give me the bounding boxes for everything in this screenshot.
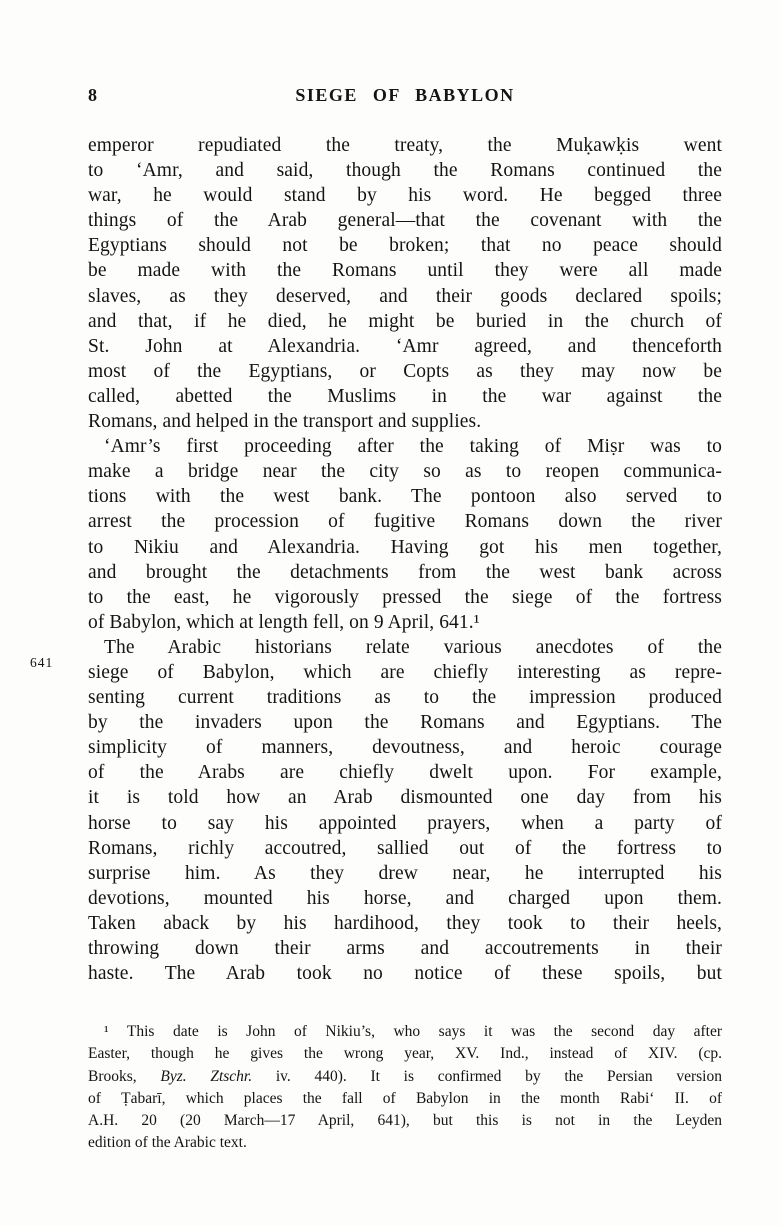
text-segment: most of the Egyptians, or Copts as they may now be [88, 360, 722, 382]
text-line [88, 133, 722, 158]
text-segment: and that, if he died, he might be buried in the church of [88, 310, 722, 332]
page-header [88, 85, 722, 109]
text-segment: simplicity of manners, devoutness, and heroic courage [88, 737, 722, 759]
text-segment: haste. The Arab took no notice of these spoils, but [88, 963, 722, 985]
text-line [88, 434, 722, 459]
citation-italic: Byz. Ztschr. [160, 1067, 253, 1085]
text-line [88, 811, 722, 836]
text-segment: Brooks, [88, 1067, 161, 1085]
footnote [88, 1021, 722, 1155]
text-line [88, 183, 722, 208]
text-line [88, 208, 722, 233]
text-segment: iv. 440). It is confirmed by the Persian version [252, 1067, 722, 1085]
text-segment: to ‘Amr, and said, though the Romans continued the [88, 160, 722, 182]
footnote-line [88, 1110, 722, 1132]
text-segment: ‘Amr’s first proceeding after the taking of Miṣr was to [104, 436, 722, 458]
text-line [88, 785, 722, 810]
text-line [88, 309, 722, 334]
text-line [88, 660, 722, 685]
text-segment: siege of Babylon, which are chiefly interesting as repre- [88, 661, 722, 683]
text-segment: to Nikiu and Alexandria. Having got his men together, [88, 536, 722, 558]
text-line [88, 886, 722, 911]
text-line [88, 836, 722, 861]
text-line [88, 409, 722, 434]
footnote-line [88, 1132, 722, 1154]
text-segment: throwing down their arms and accoutrements in their [88, 938, 722, 959]
text-line [88, 334, 722, 359]
text-line [88, 560, 722, 585]
text-segment: surprise him. As they drew near, he interrupted his [88, 862, 722, 884]
text-segment: it is told how an Arab dismounted one day from his [88, 787, 722, 809]
text-line [88, 384, 722, 409]
text-segment: make a bridge near the city so as to reopen communica- [88, 461, 722, 483]
text-line [88, 685, 722, 710]
footnote-line [88, 1043, 722, 1065]
text-line [88, 610, 722, 635]
text-line [88, 961, 722, 986]
text-line [88, 459, 722, 484]
text-line [88, 233, 722, 258]
text-line [88, 735, 722, 760]
page-number: 8 [88, 85, 98, 105]
text-segment: devotions, mounted his horse, and charged upon them. [88, 887, 722, 909]
text-line [88, 484, 722, 509]
footnote-line [88, 1088, 722, 1110]
text-segment: A.H. 20 (20 March—17 April, 641), but this is not in the Leyden [88, 1112, 722, 1130]
text-segment: to the east, he vigorously pressed the siege of the fortress [88, 586, 722, 608]
footnote-line [88, 1021, 722, 1043]
text-line [88, 911, 722, 936]
text-segment: senting current traditions as to the impression produced [88, 687, 722, 709]
text-line [88, 284, 722, 309]
text-segment: tions with the west bank. The pontoon also served to [88, 486, 722, 508]
text-segment: war, he would stand by his word. He begged three [88, 185, 722, 207]
text-segment: horse to say his appointed prayers, when a party of [88, 812, 722, 834]
footnote-line [88, 1066, 722, 1088]
text-segment: called, abetted the Muslims in the war against the [88, 385, 722, 407]
text-segment: Taken aback by his hardihood, they took to their heels, [88, 912, 722, 934]
text-segment: be made with the Romans until they were all made [88, 260, 722, 282]
text-line [88, 936, 722, 961]
text-segment: arrest the procession of fugitive Romans down the river [88, 511, 722, 533]
text-line [88, 585, 722, 610]
text-segment: Egyptians should not be broken; that no peace should [88, 235, 722, 257]
text-line [88, 760, 722, 785]
text-segment: ¹ This date is John of Nikiu’s, who says it was the second day after [104, 1023, 722, 1040]
text-segment: Easter, though he gives the wrong year, XV. Ind., instead of XIV. (cp. [88, 1045, 722, 1063]
text-line [88, 861, 722, 886]
text-line [88, 635, 722, 660]
text-segment: by the invaders upon the Romans and Egyptians. The [88, 712, 722, 734]
text-segment: of the Arabs are chiefly dwelt upon. For example, [88, 762, 722, 784]
body-text [88, 133, 722, 986]
text-line [88, 158, 722, 183]
text-segment: slaves, as they deserved, and their goods declared spoils; [88, 285, 722, 307]
running-title: SIEGE OF BABYLON [295, 85, 515, 105]
text-line [88, 258, 722, 283]
text-segment: Romans, richly accoutred, sallied out of the fortress to [88, 837, 722, 859]
text-line [88, 359, 722, 384]
text-segment: emperor repudiated the treaty, the Muḳawḳis went [88, 135, 722, 156]
text-segment: St. John at Alexandria. ‘Amr agreed, and thenceforth [88, 335, 722, 357]
text-segment: edition of the Arabic text. [88, 1134, 247, 1152]
text-line [88, 535, 722, 560]
margin-note-year: 641 [30, 655, 54, 670]
text-segment: things of the Arab general—that the covenant with the [88, 210, 722, 232]
text-line [88, 710, 722, 735]
text-segment: of Ṭabarī, which places the fall of Babylon in the month Rabi‘ II. of [88, 1089, 722, 1107]
text-segment: and brought the detachments from the west bank across [88, 561, 722, 583]
text-segment: Romans, and helped in the transport and supplies. [88, 411, 482, 433]
text-segment: of Babylon, which at length fell, on 9 April, 641.¹ [88, 611, 480, 633]
text-segment: The Arabic historians relate various anecdotes of the [104, 636, 722, 658]
text-line [88, 509, 722, 534]
